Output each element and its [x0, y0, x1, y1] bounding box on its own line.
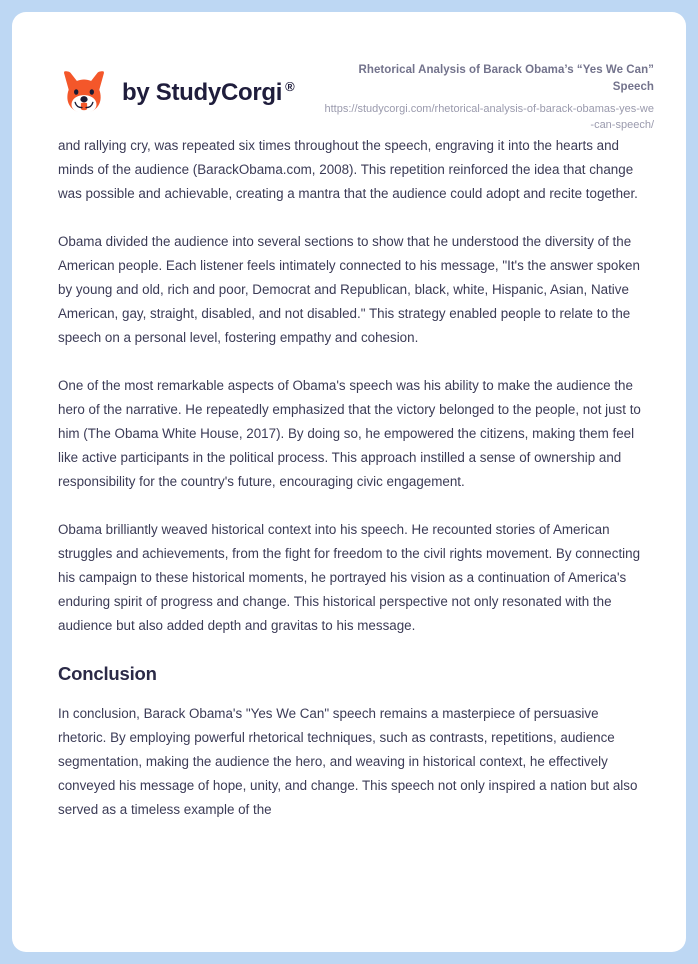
- body-paragraph: and rallying cry, was repeated six times throughout the speech, engraving it into the hearts and minds of the audience (BarackObama.com, 2008). This repetition reinforced the idea that change was possible and achievable, creating a mantra that the audience could adopt and recite together.: [58, 138, 638, 202]
- body-paragraph: One of the most remarkable aspects of Obama's speech was his ability to make the audience the hero of the narrative. He repeatedly emphasized that the victory belonged to the people, not just to him (The Obama White House, 2017). By doing so, he empowered the citizens, making them feel like active participants in the political process. This approach instilled a sense of ownership and responsibility for the country's future, encouraging civic engagement.: [58, 378, 641, 490]
- section-heading-conclusion: Conclusion: [58, 663, 157, 685]
- document-header: [12, 12, 686, 134]
- document-page-card: [12, 12, 686, 952]
- brand-name-text: by StudyCorgi: [122, 78, 283, 106]
- brand-lockup: [58, 60, 294, 118]
- corgi-logo-icon: [58, 66, 110, 118]
- header-meta: [324, 60, 654, 134]
- registered-trademark-icon: ®: [285, 78, 295, 94]
- body-paragraph: Obama brilliantly weaved historical context into his speech. He recounted stories of American struggles and achievements, from the fight for freedom to the civil rights movement. By connecting his campaign to these historical moments, he portrayed his vision as a continuation of America's enduring spirit of progress and change. This historical perspective not only resonated with the audience but also added depth and gravitas to his message.: [58, 522, 641, 634]
- page-title: Rhetorical Analysis of Barack Obama’s “Yes We Can” Speech: [358, 64, 654, 93]
- body-paragraph: In conclusion, Barack Obama's "Yes We Can" speech remains a masterpiece of persuasive rhetoric. By employing powerful rhetorical techniques, such as contrasts, repetitions, audience segmentation, making the audience the hero, and weaving in historical context, he effectively conveyed his message of hope, unity, and change. This speech not only inspired a nation but also served as a timeless example of the: [58, 706, 638, 818]
- document-body: [12, 134, 686, 822]
- brand-name: [122, 80, 294, 105]
- page-url[interactable]: https://studycorgi.com/rhetorical-analysis-of-barack-obamas-yes-we-can-speech/: [324, 103, 654, 132]
- body-paragraph: Obama divided the audience into several sections to show that he understood the diversity of the American people. Each listener feels intimately connected to his message, "It's the answer spoken by young and old, rich and poor, Democrat and Republican, black, white, Hispanic, Asian, Native American, gay, straight, disabled, and not disabled." This strategy enabled people to relate to the speech on a personal level, fostering empathy and cohesion.: [58, 234, 640, 346]
